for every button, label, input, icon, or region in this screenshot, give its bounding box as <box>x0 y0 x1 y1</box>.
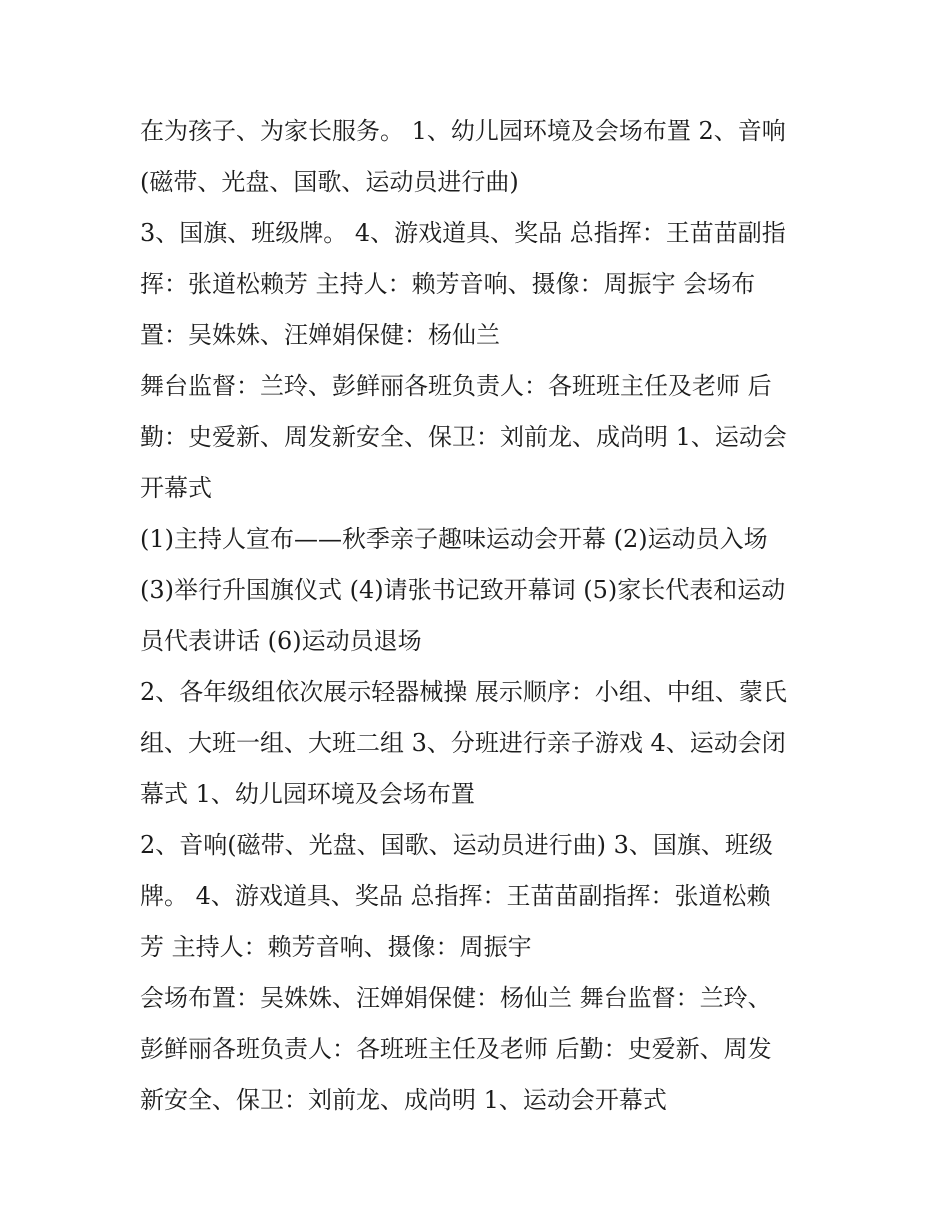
text-line: 会场布置：吴姝姝、汪婵娟保健：杨仙兰 舞台监督：兰玲、 <box>140 984 772 1012</box>
text-line: 牌。 4、游戏道具、奖品 总指挥：王苗苗副指挥：张道松赖 <box>140 882 771 910</box>
text-line: 开幕式 <box>140 474 212 502</box>
text-line: 新安全、保卫：刘前龙、成尚明 1、运动会开幕式 <box>140 1086 667 1114</box>
text-line: 芳 主持人：赖芳音响、摄像：周振宇 <box>140 933 532 961</box>
text-line: 在为孩子、为家长服务。 1、幼儿园环境及会场布置 2、音响 <box>140 117 786 145</box>
text-line: 组、大班一组、大班二组 3、分班进行亲子游戏 4、运动会闭 <box>140 729 786 757</box>
body-text <box>140 106 812 1126</box>
text-line: 2、音响(磁带、光盘、国歌、运动员进行曲) 3、国旗、班级 <box>140 831 773 859</box>
text-line: 3、国旗、班级牌。 4、游戏道具、奖品 总指挥：王苗苗副指 <box>140 219 786 247</box>
text-line: 挥：张道松赖芳 主持人：赖芳音响、摄像：周振宇 会场布 <box>140 270 756 298</box>
text-line: 勤：史爱新、周发新安全、保卫：刘前龙、成尚明 1、运动会 <box>140 423 787 451</box>
text-line: (1)主持人宣布——秋季亲子趣味运动会开幕 (2)运动员入场 <box>140 525 768 553</box>
text-line: 彭鲜丽各班负责人：各班班主任及老师 后勤：史爱新、周发 <box>140 1035 772 1063</box>
text-line: 员代表讲话 (6)运动员退场 <box>140 627 422 655</box>
text-line: 置：吴姝姝、汪婵娟保健：杨仙兰 <box>140 321 500 349</box>
text-line: (磁带、光盘、国歌、运动员进行曲) <box>140 168 519 196</box>
text-line: 2、各年级组依次展示轻器械操 展示顺序：小组、中组、蒙氏 <box>140 678 787 706</box>
text-line: (3)举行升国旗仪式 (4)请张书记致开幕词 (5)家长代表和运动 <box>140 576 786 604</box>
text-line: 舞台监督：兰玲、彭鲜丽各班负责人：各班班主任及老师 后 <box>140 372 772 400</box>
text-line: 幕式 1、幼儿园环境及会场布置 <box>140 780 475 808</box>
